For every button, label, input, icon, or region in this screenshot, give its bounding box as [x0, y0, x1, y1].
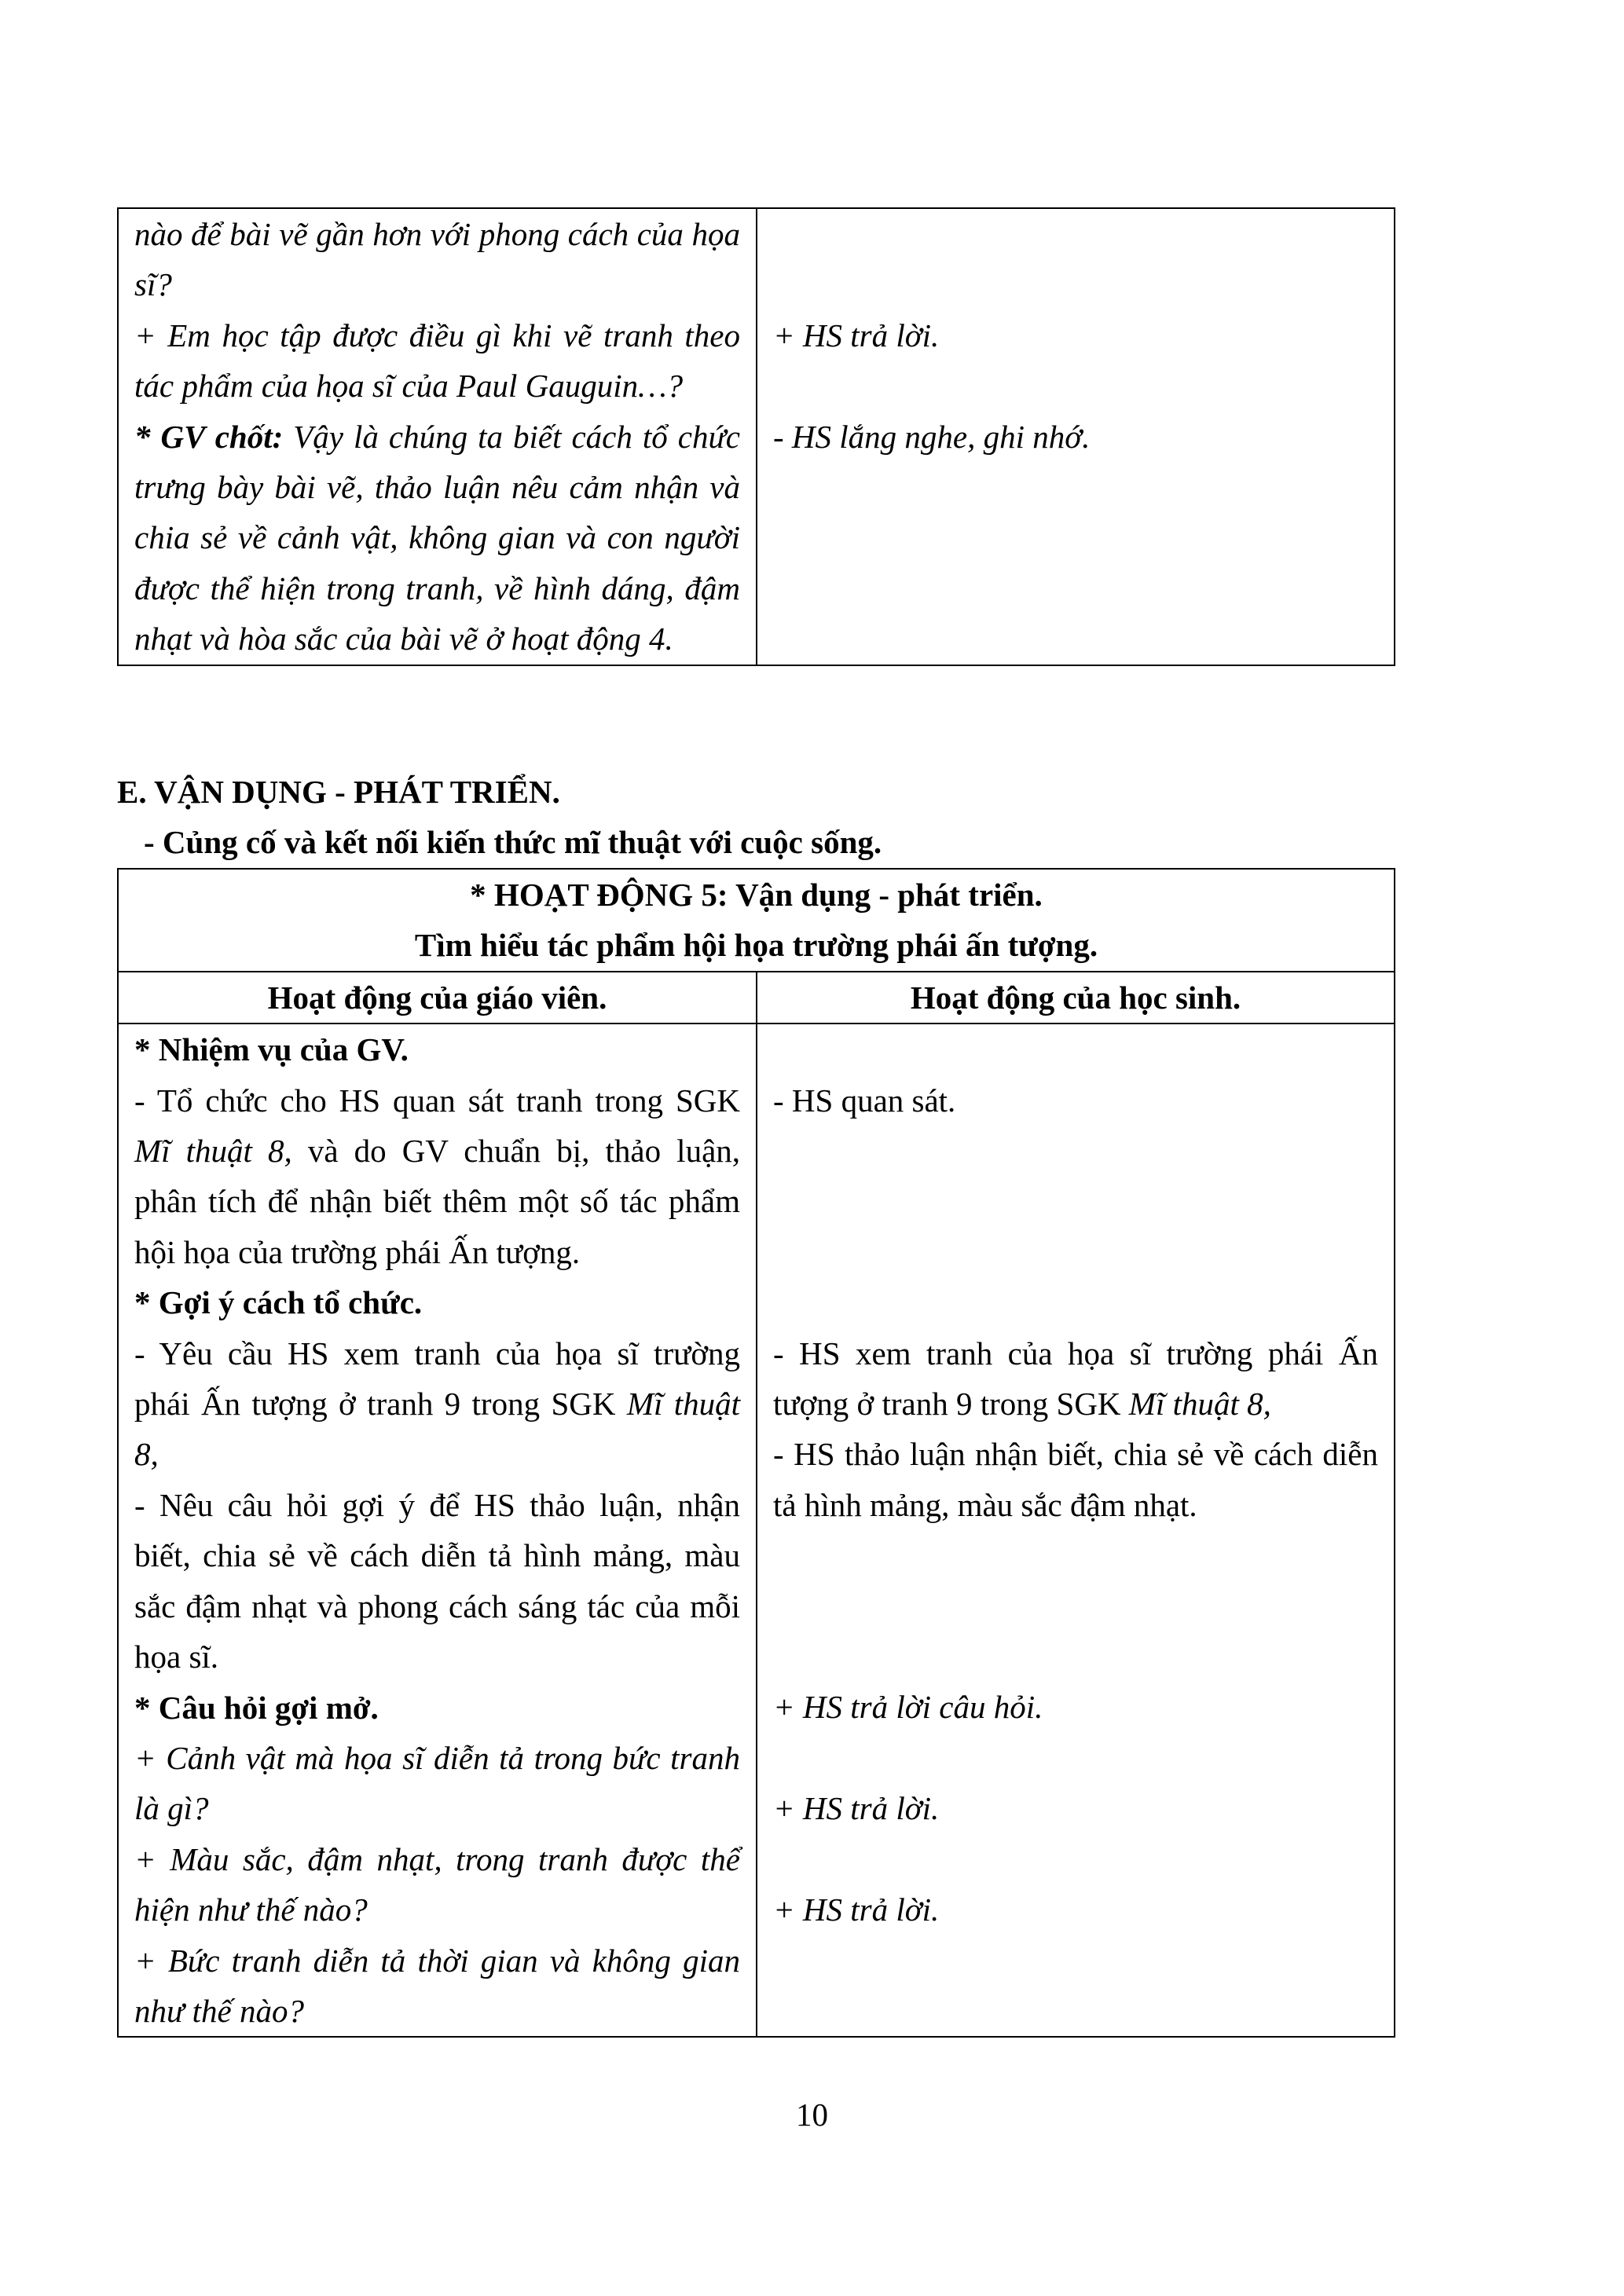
student-answer: + HS trả lời câu hỏi.: [773, 1689, 1043, 1726]
conclusion-text: Vậy là chúng ta biết cách tổ chức trưng bày bài vẽ, thảo luận nêu cảm nhận và chia sẻ về cảnh vật, không gian và con người được thể hiện trong tranh, về hình dáng, đậm nhạt và hòa sắc của bài vẽ ở hoạt động 4.: [134, 418, 740, 657]
column-header-teacher: Hoạt động của giáo viên.: [118, 972, 757, 1023]
organization-heading: * Gợi ý cách tổ chức.: [134, 1284, 423, 1321]
activity-5-table: [117, 868, 1395, 2038]
section-heading: E. VẬN DỤNG - PHÁT TRIỂN.: [117, 774, 560, 810]
student-answer: + HS trả lời.: [773, 317, 940, 353]
student-response: - HS xem tranh của họa sĩ trường phái Ấn tượng ở tranh 9 trong SGK Mĩ thuật 8,: [773, 1335, 1378, 1422]
teacher-activity-cell: [118, 1023, 757, 2037]
guiding-question: + Màu sắc, đậm nhạt, trong tranh được thể hiện như thế nào?: [134, 1840, 740, 1928]
student-response: - HS thảo luận nhận biết, chia sẻ về cách diễn tả hình mảng, màu sắc đậm nhạt.: [773, 1436, 1378, 1523]
book-title: Mĩ thuật 8,: [1128, 1385, 1271, 1422]
teacher-question: + Em học tập được điều gì khi vẽ tranh theo tác phẩm của họa sĩ của Paul Gauguin…?: [134, 317, 740, 405]
student-activity-cell: [757, 208, 1395, 665]
organization-step: - Yêu cầu HS xem tranh của họa sĩ trường phái Ấn tượng ở tranh 9 trong SGK Mĩ thuật 8,: [134, 1335, 741, 1473]
student-activity-cell: [757, 1023, 1395, 2037]
column-header-student: Hoạt động của học sinh.: [757, 972, 1395, 1023]
teacher-activity-cell: [118, 208, 757, 665]
activity-table-continued: [117, 207, 1395, 666]
organization-step: - Nêu câu hỏi gợi ý để HS thảo luận, nhận biết, chia sẻ về cách diễn tả hình mảng, màu sắc đậm nhạt và phong cách sáng tác của mỗi họa sĩ.: [134, 1486, 740, 1675]
activity-title: * HOẠT ĐỘNG 5: Vận dụng - phát triển.: [470, 877, 1043, 913]
page-number: 10: [796, 2096, 828, 2133]
guiding-question: + Bức tranh diễn tả thời gian và không gian như thế nào?: [134, 1942, 740, 2029]
activity-title-cell: [118, 869, 1395, 972]
student-answer: - HS lắng nghe, ghi nhớ.: [773, 418, 1091, 455]
questions-heading: * Câu hỏi gợi mở.: [134, 1689, 379, 1726]
student-answer: + HS trả lời.: [773, 1891, 940, 1928]
student-answer: + HS trả lời.: [773, 1790, 940, 1827]
teacher-conclusion: [134, 412, 740, 665]
book-title: Mĩ thuật 8,: [134, 1133, 292, 1170]
conclusion-label: * GV chốt:: [134, 418, 284, 455]
section-subheading: - Củng cố và kết nối kiến thức mĩ thuật với cuộc sống.: [144, 824, 882, 860]
guiding-question: + Cảnh vật mà họa sĩ diễn tả trong bức tranh là gì?: [134, 1739, 740, 1827]
task-heading: * Nhiệm vụ của GV.: [134, 1031, 409, 1068]
task-text: - Tổ chức cho HS quan sát tranh trong SGK Mĩ thuật 8, và do GV chuẩn bị, thảo luận, phân tích để nhận biết thêm một số tác phẩm hội họa của trường phái Ấn tượng.: [134, 1082, 741, 1270]
teacher-question: nào để bài vẽ gần hơn với phong cách của họa sĩ?: [134, 216, 740, 303]
activity-subtitle: Tìm hiểu tác phẩm hội họa trường phái ấn tượng.: [414, 927, 1098, 964]
student-response: - HS quan sát.: [773, 1082, 956, 1119]
book-title: Mĩ thuật 8,: [134, 1386, 741, 1473]
